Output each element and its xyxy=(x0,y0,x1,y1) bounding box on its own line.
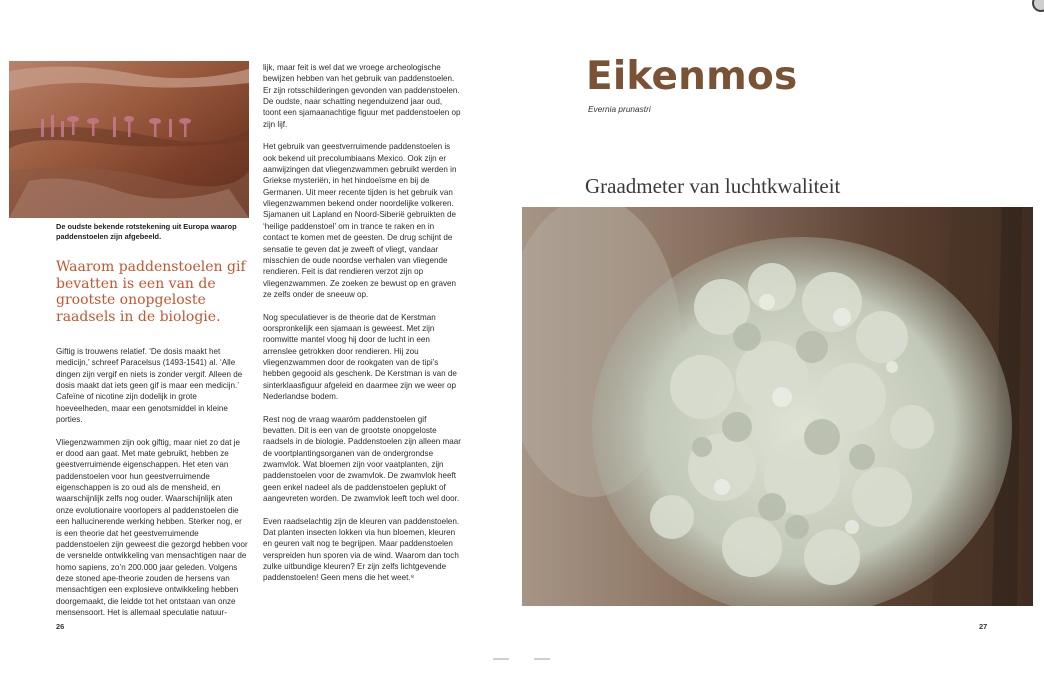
paragraph: Nog speculatiever is de theorie dat de Kerstman oorspronkelijk een sjamaan is geweest. Met zijn roomwitte mantel vloog hij door de lucht in een arrenslee getrokken door rendieren. Hij zou vliegenzwammen door de rookgaten van de tipi’s hebben gegooid als geschenk. De Kerstman is van de sinterklaasfiguur afgeleid en daarmee zijn we weer op Nederlandse bodem. xyxy=(263,312,457,401)
right-page xyxy=(522,0,1044,674)
subheading: Graadmeter van luchtkwaliteit xyxy=(585,174,841,198)
latin-name: Evernia prunastri xyxy=(588,104,651,114)
rock-painting-photo xyxy=(9,61,249,218)
body-column-1 xyxy=(56,346,248,630)
scrollbar-mark-left xyxy=(493,658,509,660)
paragraph: lijk, maar feit is wel dat we vroege archeologische bewijzen hebben van het gebruik van paddenstoelen. Er zijn rotsschilderingen gevonden van paddenstoelen. De oudste, naar schatting negenduizend jaar oud, toont een sjamaanachtige figuur met paddenstoelen op zijn lijf. xyxy=(263,63,461,129)
page-number-right: 27 xyxy=(979,622,988,631)
entry-title: Eikenmos xyxy=(586,54,798,99)
paragraph: Het gebruik van geestverruimende paddenstoelen is ook bekend uit precolumbiaans Mexico. Ook zijn er aanwijzingen dat vliegenzwammen gebruikt werden in Griekse mysteriën, in het hindoeïsme en bij de Germanen. Uit meer recente tijden is het gebruik van vliegenzwammen bekend onder noordelijke volkeren. Sjamanen uit Lapland en Noord-Siberië gebruikten de ‘heilige paddenstoel’ om in trance te raken en in contact te komen met de geesten. De drug schijnt de sensatie te geven dat je zweeft of vliegt, vandaar misschien de oude noordse verhalen van vliegende rendieren. Feit is dat rendieren verzot zijn op vliegenzwammen. Ze zoeken ze bewust op en graven ze zelfs onder de sneeuw op. xyxy=(263,142,457,299)
paragraph: Vliegenzwammen zijn ook giftig, maar niet zo dat je er dood aan gaat. Met mate gebruikt, hebben ze geestverruimende eigenschappen. Het eten van paddenstoelen voor hun geestverruimende eigenschappen is zo oud als de mensheid, en waarschijnlijk zelfs nog ouder. Waarschijnlijk aten onze evolutionaire voorlopers al paddenstoelen die een hallucinerende werking hebben. Sterker nog, er is een theorie dat het geestverruimende paddenstoelen zijn geweest die gezorgd hebben voor de versnelde ontwikkeling van mensachtigen naar de homo sapiens, zo’n 200.000 jaar geleden. Volgens deze stoned ape-theorie zouden de hersens van mensachtigen een explosieve ontwikkeling hebben doorgemaakt, die leidde tot het ontstaan van onze mensensoort. Het is allemaal speculatie natuur- xyxy=(56,437,248,617)
page-number-left: 26 xyxy=(56,622,65,631)
lichen-photo xyxy=(522,207,1033,606)
paragraph: Rest nog de vraag waaróm paddenstoelen gif bevatten. Dit is een van de grootste onopgeloste raadsels in de biologie. Paddenstoelen zijn alleen maar de voortplantingsorganen van de ondergrondse zwamvlok. Wat bloemen zijn voor vaatplanten, zijn paddenstoelen voor de zwamvlok. De zwamvlok heeft geen enkel nadeel als de paddenstoelen geplukt of aangevreten worden. De zwamvlok leeft toch wel door. xyxy=(263,414,461,504)
photo-caption: De oudste bekende rotstekening uit Europa waarop paddenstoelen zijn afgebeeld. xyxy=(56,222,237,241)
pullquote: Waarom paddenstoelen gif bevatten is een van de grootste onopgeloste raadsels in de biologie. xyxy=(56,259,246,325)
paragraph: Giftig is trouwens relatief. ‘De dosis maakt het medicijn,’ schreef Paracelsus (1493-1541) al. ‘Alle dingen zijn vergif en niets is zonder vergif. Alleen de dosis maakt dat iets geen gif is maar een medicijn.’ Cafeïne of nicotine zijn dodelijk in grote hoeveelheden, maar een genotsmiddel in kleine porties. xyxy=(56,347,243,425)
paragraph: Even raadselachtig zijn de kleuren van paddenstoelen. Dat planten insecten lokken via hun bloemen, kleuren en geuren valt nog te begrijpen. Maar paddenstoelen verspreiden hun sporen via de wind. Waarom dan toch zulke uitbundige kleuren? Er zijn zelfs lichtgevende paddenstoelen! Geen mens die het weet.⁸ xyxy=(263,516,460,583)
body-column-2 xyxy=(263,62,461,595)
scrollbar-mark-right xyxy=(534,658,550,660)
